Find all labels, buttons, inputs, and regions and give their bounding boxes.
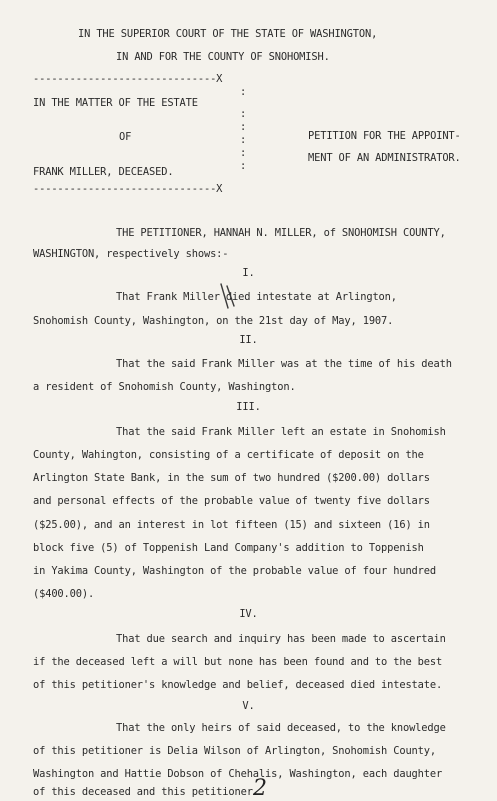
section-5-line-1: That the only heirs of said deceased, to the knowledge <box>116 722 446 734</box>
section-3-line-5: ($25.00), and an interest in lot fifteen (15) and sixteen (16) in <box>33 519 430 531</box>
caption-colon-2: : <box>240 108 247 120</box>
section-3-line-6: block five (5) of Toppenish Land Company's addition to Toppenish <box>33 542 424 554</box>
section-numeral-5: V. <box>242 700 255 712</box>
petition-title-line-1: PETITION FOR THE APPOINT- <box>308 130 461 142</box>
section-numeral-4: IV. <box>239 608 258 620</box>
caption-bottom-rule: ------------------------------X <box>33 183 223 195</box>
caption-matter-line-3: FRANK MILLER, DECEASED. <box>33 166 174 178</box>
caption-colon-1: : <box>240 86 247 98</box>
section-3-line-2: County, Wahington, consisting of a certificate of deposit on the <box>33 449 424 461</box>
section-5-line-4: of this deceased and this petitioner. <box>33 786 259 798</box>
section-4-line-3: of this petitioner's knowledge and belief, deceased died intestate. <box>33 679 443 691</box>
section-2-line-1: That the said Frank Miller was at the time of his death <box>116 358 452 370</box>
caption-colon-4: : <box>240 134 247 146</box>
court-heading-line-1: IN THE SUPERIOR COURT OF THE STATE OF WASHINGTON, <box>78 28 378 40</box>
section-5-line-3: Washington and Hattie Dobson of Chehalis, Washington, each daughter <box>33 768 443 780</box>
caption-colon-6: : <box>240 160 247 172</box>
intro-line-1: THE PETITIONER, HANNAH N. MILLER, of SNOHOMISH COUNTY, <box>116 227 446 239</box>
section-3-line-8: ($400.00). <box>33 588 95 600</box>
pencil-mark-icon <box>218 282 238 312</box>
section-numeral-1: I. <box>242 267 255 279</box>
caption-matter-line-1: IN THE MATTER OF THE ESTATE <box>33 97 198 109</box>
section-3-line-3: Arlington State Bank, in the sum of two hundred ($200.00) dollars <box>33 472 430 484</box>
petition-title-line-2: MENT OF AN ADMINISTRATOR. <box>308 152 461 164</box>
caption-top-rule: ------------------------------X <box>33 73 223 85</box>
intro-line-2: WASHINGTON, respectively shows:- <box>33 248 229 260</box>
section-4-line-2: if the deceased left a will but none has been found and to the best <box>33 656 443 668</box>
section-4-line-1: That due search and inquiry has been made to ascertain <box>116 633 446 645</box>
handwritten-page-number: 2 <box>253 776 267 801</box>
section-2-line-2: a resident of Snohomish County, Washington. <box>33 381 296 393</box>
section-numeral-3: III. <box>236 401 261 413</box>
court-heading-line-2: IN AND FOR THE COUNTY OF SNOHOMISH. <box>116 51 330 63</box>
section-numeral-2: II. <box>239 334 258 346</box>
section-3-line-4: and personal effects of the probable value of twenty five dollars <box>33 495 430 507</box>
section-1-line-1: That Frank Miller died intestate at Arlington, <box>116 291 397 303</box>
caption-matter-line-2: OF <box>119 131 132 143</box>
section-3-line-7: in Yakima County, Washington of the probable value of four hundred <box>33 565 436 577</box>
section-3-line-1: That the said Frank Miller left an estate in Snohomish <box>116 426 446 438</box>
caption-colon-5: : <box>240 147 247 159</box>
caption-colon-3: : <box>240 121 247 133</box>
section-5-line-2: of this petitioner is Delia Wilson of Arlington, Snohomish County, <box>33 745 436 757</box>
section-1-line-2: Snohomish County, Washington, on the 21st day of May, 1907. <box>33 315 394 327</box>
